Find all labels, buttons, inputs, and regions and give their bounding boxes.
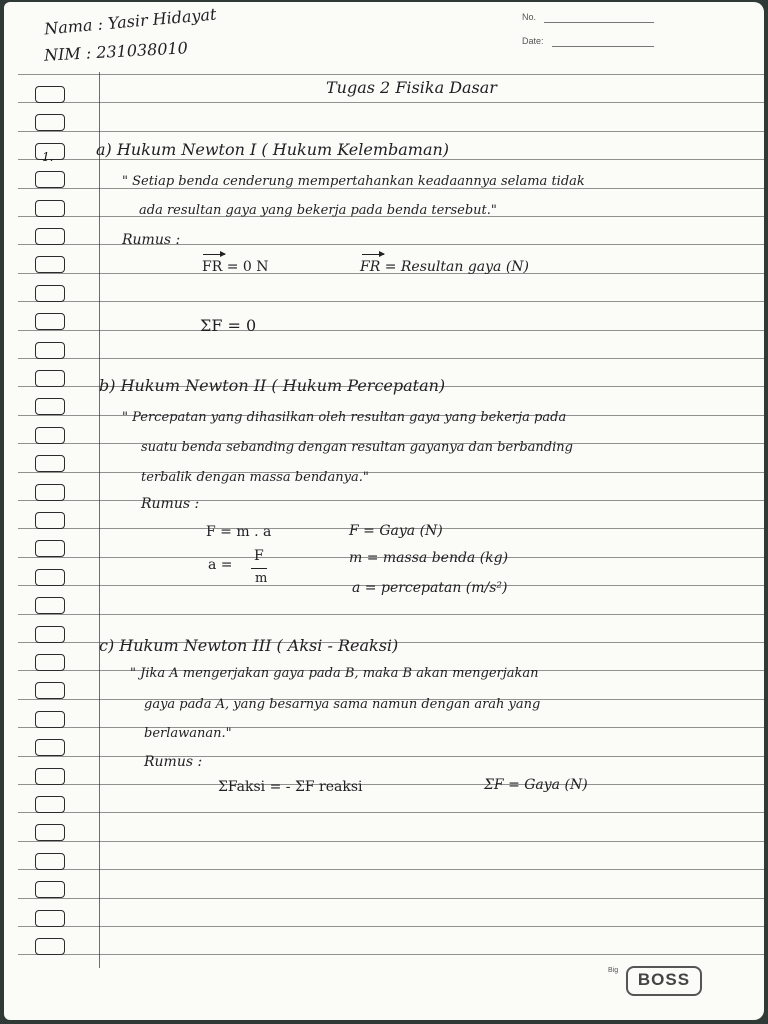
- no-label: No.: [522, 12, 537, 22]
- section-c-heading: c) Hukum Newton III ( Aksi - Reaksi): [99, 636, 399, 655]
- margin-box: [35, 171, 65, 188]
- margin-box: [35, 824, 65, 841]
- margin-box: [35, 342, 65, 359]
- ruled-line: [18, 898, 764, 899]
- section-b-def1: F = Gaya (N): [349, 523, 443, 539]
- ruled-line: [18, 954, 764, 955]
- ruled-line: [18, 330, 764, 331]
- ruled-line: [18, 869, 764, 870]
- margin-box: [35, 597, 65, 614]
- margin-box: [35, 512, 65, 529]
- margin-box: [35, 398, 65, 415]
- section-a-eq2: ΣF = 0: [200, 316, 257, 335]
- margin-box: [35, 853, 65, 870]
- ruled-line: [18, 614, 764, 615]
- margin-box: [35, 739, 65, 756]
- question-number: 1.: [42, 150, 54, 164]
- section-a-def1: FR = Resultan gaya (N): [360, 259, 530, 275]
- margin-box: [35, 682, 65, 699]
- ruled-line: [18, 812, 764, 813]
- ruled-line: [18, 358, 764, 359]
- margin-line: [99, 72, 100, 968]
- page-title: Tugas 2 Fisika Dasar: [326, 78, 497, 97]
- margin-box: [35, 938, 65, 955]
- margin-box: [35, 540, 65, 557]
- ruled-line: [18, 102, 764, 103]
- student-name: Nama : Yasir Hidayat: [43, 4, 218, 39]
- section-c-def1: ΣF = Gaya (N): [484, 777, 588, 793]
- ruled-line: [18, 926, 764, 927]
- section-c-quote-1: " Jika A mengerjakan gaya pada B, maka B akan mengerjakan: [130, 666, 539, 681]
- student-nim: NIM : 231038010: [43, 38, 189, 65]
- section-b-def2: m = massa benda (kg): [349, 550, 509, 566]
- fraction-bar: [251, 568, 267, 569]
- ruled-line: [18, 756, 764, 757]
- section-a-heading: a) Hukum Newton I ( Hukum Kelembaman): [96, 140, 450, 159]
- section-c-rumus: Rumus :: [144, 754, 203, 770]
- section-b-eq2-den: m: [255, 571, 268, 586]
- section-b-def3: a = percepatan (m/s²): [352, 580, 508, 596]
- margin-box: [35, 285, 65, 302]
- margin-box: [35, 114, 65, 131]
- section-b-rumus: Rumus :: [141, 496, 200, 512]
- margin-box: [35, 370, 65, 387]
- vector-arrow: [203, 254, 225, 255]
- margin-box: [35, 228, 65, 245]
- brand-prefix: Big: [608, 967, 619, 974]
- section-b-eq1: F = m . a: [206, 524, 272, 540]
- margin-box: [35, 256, 65, 273]
- margin-box: [35, 427, 65, 444]
- section-a-quote-1: " Setiap benda cenderung mempertahankan keadaannya selama tidak: [122, 174, 585, 189]
- section-a-eq1: FR = 0 N: [202, 259, 269, 275]
- section-a-rumus: Rumus :: [122, 232, 181, 248]
- ruled-line: [18, 159, 764, 160]
- margin-box: [35, 768, 65, 785]
- margin-box: [35, 313, 65, 330]
- margin-box: [35, 654, 65, 671]
- margin-box: [35, 626, 65, 643]
- margin-box: [35, 796, 65, 813]
- section-b-quote-2: suatu benda sebanding dengan resultan gayanya dan berbanding: [141, 440, 573, 455]
- no-line: [544, 22, 654, 23]
- ruled-line: [18, 131, 764, 132]
- ruled-line: [18, 784, 764, 785]
- section-b-eq2-lhs: a =: [208, 557, 233, 573]
- section-b-eq2-num: F: [254, 548, 264, 564]
- section-b-quote-3: terbalik dengan massa bendanya.": [141, 470, 369, 485]
- notebook-page: [4, 2, 764, 1020]
- margin-box: [35, 200, 65, 217]
- section-c-quote-3: berlawanan.": [144, 726, 232, 741]
- margin-box: [35, 455, 65, 472]
- vector-arrow: [362, 254, 384, 255]
- section-c-quote-2: gaya pada A, yang besarnya sama namun dengan arah yang: [144, 697, 541, 712]
- ruled-line: [18, 500, 764, 501]
- ruled-line: [18, 74, 764, 75]
- brand-logo: BOSS: [626, 966, 702, 996]
- ruled-line: [18, 727, 764, 728]
- section-a-quote-2: ada resultan gaya yang bekerja pada benda tersebut.": [139, 203, 497, 218]
- date-label: Date:: [522, 36, 544, 46]
- margin-box: [35, 86, 65, 103]
- margin-box: [35, 881, 65, 898]
- date-line: [552, 46, 654, 47]
- section-b-heading: b) Hukum Newton II ( Hukum Percepatan): [99, 376, 446, 395]
- section-c-eq1: ΣFaksi = - ΣF reaksi: [218, 779, 363, 795]
- ruled-line: [18, 472, 764, 473]
- ruled-line: [18, 841, 764, 842]
- margin-box: [35, 484, 65, 501]
- margin-box: [35, 910, 65, 927]
- margin-box: [35, 711, 65, 728]
- section-b-quote-1: " Percepatan yang dihasilkan oleh resultan gaya yang bekerja pada: [122, 410, 567, 425]
- ruled-line: [18, 301, 764, 302]
- margin-box: [35, 569, 65, 586]
